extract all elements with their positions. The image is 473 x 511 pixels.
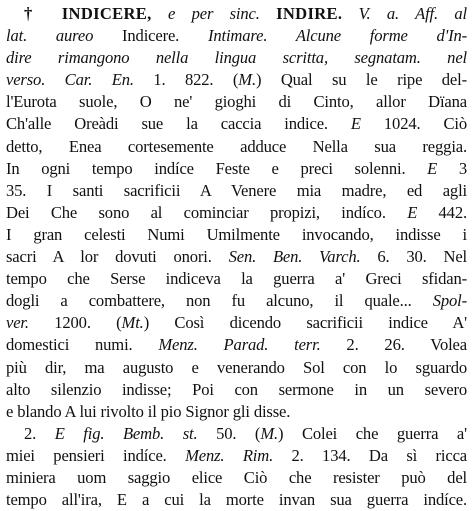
body-text: domestici numi.: [6, 335, 159, 355]
italic-text: M.: [238, 70, 256, 90]
body-text: miniera uom saggio elice Ciò che resister può del: [6, 467, 467, 487]
body-text: più dir, ma augusto e venerando Sol con lo sguardo: [6, 357, 467, 377]
entry-line: [6, 158, 467, 180]
body-text: 1200. (: [28, 313, 122, 333]
headword: † INDICERE,: [24, 4, 152, 23]
body-text: detto, Enea cortesemente adduce Nella sua reggia.: [6, 136, 467, 156]
italic-text: Menz. Parad. terr.: [158, 335, 321, 355]
italic-text: E: [427, 158, 438, 178]
entry-line: [6, 113, 467, 135]
entry-line: [6, 91, 467, 113]
entry-line: [6, 69, 467, 91]
italic-text: V. a. Aff. al: [342, 4, 467, 23]
body-text: l'Eurota suole, O ne' gioghi di Cinto, allor Dïana: [6, 92, 467, 112]
body-text: Ch'alle Oreàdi sue la caccia indice.: [6, 114, 351, 134]
entry-line: [6, 246, 467, 268]
body-text: alto silenzio indisse; Poi con sermone in un severo: [6, 379, 467, 399]
italic-text: Mt.: [121, 313, 144, 333]
body-text: 35. I santi sacrificii A Venere mia madre, ed agli: [6, 180, 467, 200]
body-text: 2. 134. Da sì ricca: [273, 445, 467, 465]
body-text: 6. 30. Nel: [360, 247, 467, 267]
entry-text-block: [6, 3, 467, 511]
entry-line: [6, 25, 467, 47]
entry-line: [6, 423, 467, 445]
italic-text: Menz. Rim.: [185, 445, 274, 465]
body-text: dogli a combattere, non fu alcuno, il quale...: [6, 291, 433, 311]
italic-text: M.: [260, 423, 278, 443]
entry-line: [6, 268, 467, 290]
entry-line: [6, 489, 467, 511]
italic-text: Spol-: [432, 291, 467, 311]
italic-text: E: [407, 202, 418, 222]
entry-line: [6, 202, 467, 224]
entry-line: [6, 445, 467, 467]
italic-text: E: [350, 114, 361, 134]
body-text: ) Colei che guerra a': [277, 423, 467, 443]
body-text: In ogni tempo indíce Feste e preci solenni.: [6, 158, 428, 178]
italic-text: Sen. Ben. Varch.: [228, 247, 361, 267]
entry-line: [6, 224, 467, 246]
body-text: 2.: [24, 423, 55, 443]
italic-text: dire rimangono nella lingua scritta, segnatam. nel: [6, 48, 467, 68]
italic-text: verso. Car. En.: [6, 70, 134, 90]
body-text: Indicere.: [93, 26, 208, 46]
body-text: 442.: [417, 202, 467, 222]
body-text: tempo all'ira, E a cui la morte invan sua guerra indíce.: [6, 490, 467, 510]
body-text: 3: [437, 158, 467, 178]
entry-line: [6, 290, 467, 312]
body-text: tempo che Serse indiceva la guerra a' Greci sfidan-: [6, 269, 467, 289]
body-text: e blando A lui rivolto il pio Signor gli disse.: [6, 401, 291, 421]
body-text: sacri A lor dovuti onori.: [6, 247, 229, 267]
body-text: 50. (: [197, 423, 261, 443]
entry-line: [6, 47, 467, 69]
entry-line: [6, 379, 467, 401]
italic-text: e per sinc.: [151, 4, 277, 23]
entry-line: [6, 467, 467, 489]
body-text: ) Qual su le ripe del-: [255, 70, 467, 90]
italic-text: ver.: [6, 313, 29, 333]
entry-line: [6, 401, 467, 423]
body-text: miei pensieri indíce.: [6, 445, 186, 465]
entry-line: [6, 180, 467, 202]
headword: INDIRE.: [276, 4, 343, 23]
italic-text: Intimare. Alcune forme d'In-: [207, 26, 467, 46]
entry-line: [6, 357, 467, 379]
body-text: 1. 822. (: [133, 70, 239, 90]
body-text: 2. 26. Volea: [320, 335, 467, 355]
italic-text: E fig. Bemb. st.: [54, 423, 198, 443]
body-text: ) Così dicendo sacrificii indice A': [143, 313, 467, 333]
entry-line: [6, 334, 467, 356]
italic-text: lat. aureo: [6, 26, 94, 46]
body-text: Dei Che sono al cominciar propizi, indíco.: [6, 202, 408, 222]
body-text: I gran celesti Numi Umilmente invocando, indisse i: [6, 224, 467, 244]
entry-line: [6, 3, 467, 25]
entry-line: [6, 136, 467, 158]
body-text: 1024. Ciò: [360, 114, 467, 134]
entry-line: [6, 312, 467, 334]
